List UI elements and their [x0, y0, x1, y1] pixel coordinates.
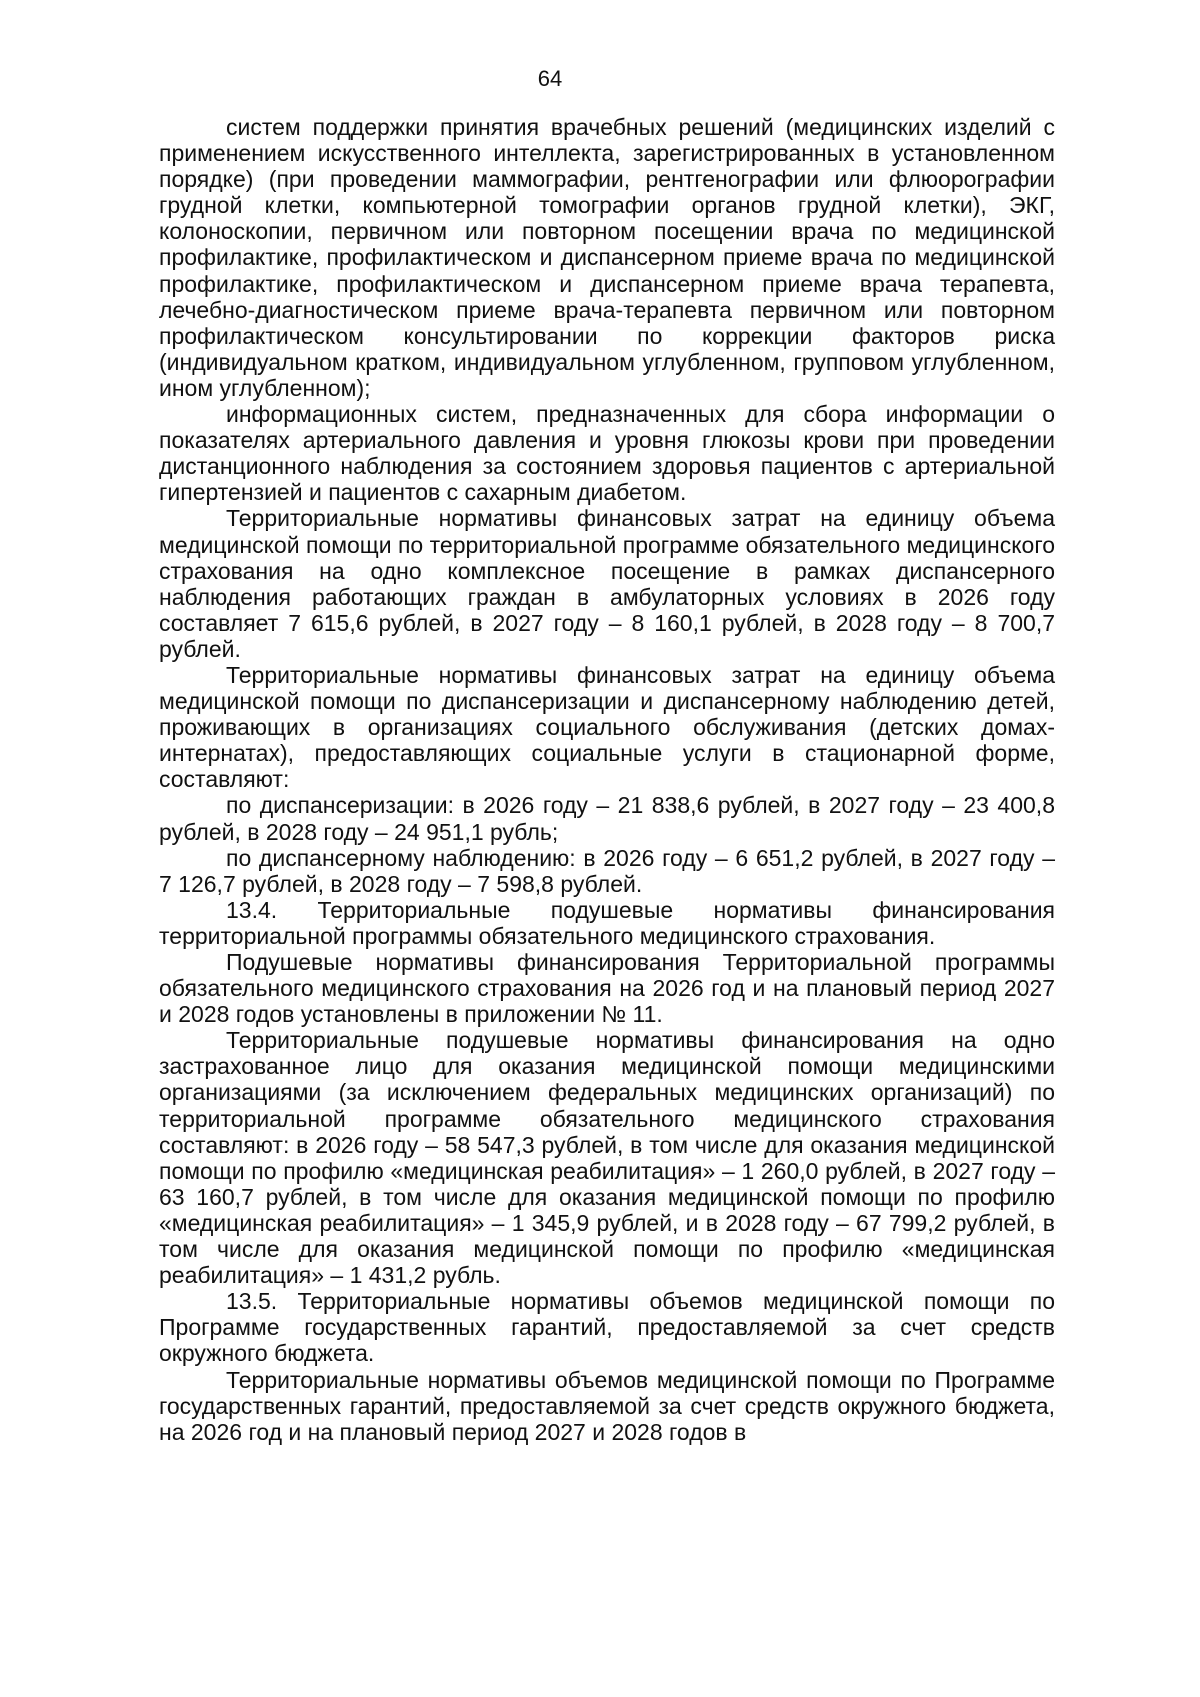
paragraph-info-systems: информационных систем, предназначенных для сбора информации о показателях артериального давления и уровня глюкозы крови при проведении дистанционного наблюдения за состоянием здоровья пациентов с артериальной гипертензией и пациентов с сахарным диабетом. — [159, 401, 1055, 506]
paragraph-dispensarization-values: по диспансеризации: в 2026 году – 21 838,6 рублей, в 2027 году – 23 400,8 рублей, в 2028 году – 24 951,1 рубль; — [159, 792, 1055, 845]
section-heading-13-4: 13.4. Территориальные подушевые нормативы финансирования территориальной программы обязательного медицинского страхования. — [159, 896, 1055, 949]
paragraph-children-dispensarization-cost: Территориальные нормативы финансовых затрат на единицу объема медицинской помощи по диспансеризации и диспансерному наблюдению детей, проживающих в организациях социального обслуживания (детских домах-интернатах), предоставляющих социальные услуги в стационарной форме, составляют: — [159, 661, 1055, 793]
paragraph-volume-norms: Территориальные нормативы объемов медицинской помощи по Программе государственных гарантий, предоставляемой за счет средств окружного бюджета, на 2026 год и на плановый период 2027 и 2028 годов в — [159, 1366, 1055, 1445]
page-number: 64 — [537, 66, 563, 91]
paragraph-dispensary-observation-cost: Территориальные нормативы финансовых затрат на единицу объема медицинской помощи по территориальной программе обязательного медицинского страхования на одно комплексное посещение в рамках диспансерного наблюдения работающих граждан в амбулаторных условиях в 2026 году составляет 7 615,6 рублей, в 2027 году – 8 160,1 рублей, в 2028 году – 8 700,7 рублей. — [159, 505, 1055, 662]
section-heading-13-5: 13.5. Территориальные нормативы объемов медицинской помощи по Программе государственных гарантий, предоставляемой за счет средств окружного бюджета. — [159, 1288, 1055, 1367]
body-text — [159, 114, 1055, 1445]
paragraph-per-capita-appendix: Подушевые нормативы финансирования Территориальной программы обязательного медицинского страхования на 2026 год и на плановый период 2027 и 2028 годов установлены в приложении № 11. — [159, 949, 1055, 1028]
paragraph-dispensary-values: по диспансерному наблюдению: в 2026 году – 6 651,2 рублей, в 2027 году – 7 126,7 рублей, в 2028 году – 7 598,8 рублей. — [159, 844, 1055, 897]
paragraph-per-capita-values: Территориальные подушевые нормативы финансирования на одно застрахованное лицо для оказания медицинской помощи медицинскими организациями (за исключением федеральных медицинских организаций) по территориальной программе обязательного медицинского страхования составляют: в 2026 году – 58 547,3 рублей, в том числе для оказания медицинской помощи по профилю «медицинская реабилитация» – 1 260,0 рублей, в 2027 году – 63 160,7 рублей, в том числе для оказания медицинской помощи по профилю «медицинская реабилитация» – 1 345,9 рублей, и в 2028 году – 67 799,2 рублей, в том числе для оказания медицинской помощи по профилю «медицинская реабилитация» – 1 431,2 рубль. — [159, 1027, 1055, 1289]
paragraph-cdss-systems: систем поддержки принятия врачебных решений (медицинских изделий с применением искусственного интеллекта, зарегистрированных в установленном порядке) (при проведении маммографии, рентгенографии или флюорографии грудной клетки, компьютерной томографии органов грудной клетки), ЭКГ, колоноскопии, первичном или повторном посещении врача по медицинской профилактике, профилактическом и диспансерном приеме врача по медицинской профилактике, профилактическом и диспансерном приеме врача терапевта, лечебно-диагностическом приеме врача-терапевта первичном или повторном профилактическом консультировании по коррекции факторов риска (индивидуальном кратком, индивидуальном углубленном, групповом углубленном, ином углубленном); — [159, 114, 1055, 401]
